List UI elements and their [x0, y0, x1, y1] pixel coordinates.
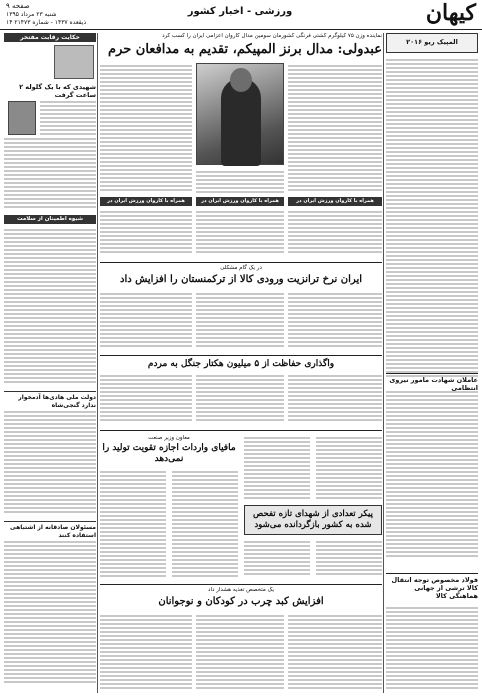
left-text-block-3 [4, 409, 96, 519]
right-bottom-story: فولاد مخصوص توجه انتقال کالا ترشی از جهانی هماهنگی کالا [386, 573, 478, 600]
lead-text-right [288, 63, 382, 193]
fat-headline: افزایش کبد چرب در کودکان و نوجوانان [158, 596, 324, 607]
left-header: حکایت رقابت مفتخر [4, 33, 96, 42]
lead-headline: عبدولی: مدال برنز المپیکم، تقدیم به مدافعان حرم [108, 42, 382, 57]
newspaper-logo: کیهان [425, 0, 476, 26]
subhead-bar-right: همراه با کاروان ورزش ایران در المپیک [288, 197, 382, 206]
martyrs-headline: پیکر تعدادی از شهدای تازه تفحص شده به کشور بازگردانده می‌شود [244, 505, 382, 535]
athlete-head [230, 68, 252, 92]
imports-text [100, 469, 238, 579]
lead-lower-text [100, 209, 382, 257]
left-column [4, 33, 96, 693]
subhead-bar-center: همراه با کاروان ورزش ایران در المپیک [196, 197, 284, 206]
right-column [386, 33, 478, 693]
right-text-block-1 [386, 57, 478, 387]
mid-left-story: دولت ملی هادی‌ها آدمخوار ندارد گنجی‌شاه [4, 391, 96, 409]
olympic-box [386, 33, 478, 53]
column-rule-left [97, 33, 98, 693]
lead-photo [196, 63, 284, 165]
left-box2-header: شیوه اطمینان از سلامت [4, 215, 96, 224]
martyrs-text-bottom [244, 539, 382, 579]
forest-text [100, 373, 382, 427]
page-number: صفحه ۹ [6, 2, 30, 10]
right-box-title: عاملان شهادت مامور نیروی انتظامی [386, 373, 478, 392]
lead-kicker: نماینده وزن ۷۵ کیلوگرم کشتی فرنگی کشورمان سومین مدال کاروان اعزامی ایران را کسب کرد [162, 33, 382, 39]
lead-text-left [100, 63, 192, 193]
fat-text [100, 613, 382, 693]
date-line: شنبه ۲۳ مرداد ۱۳۹۵ [6, 11, 57, 18]
transit-text [100, 291, 382, 351]
lead-story [100, 33, 382, 258]
olympic-box-label: المپیک ریو ۲۰۱۶ [406, 38, 458, 46]
transit-story [100, 262, 382, 427]
fat-kicker: یک متخصص تغذیه هشدار داد [208, 587, 274, 593]
column-rule-right [383, 33, 384, 693]
left-text-block-2 [4, 227, 96, 387]
martyrs-text-top [244, 435, 382, 503]
section-title: ورزشی - اخبار کشور [187, 6, 293, 17]
masthead [0, 0, 482, 30]
fat-story [100, 584, 382, 694]
left-text-block-4 [4, 539, 96, 689]
left-story-title: شهیدی که با یک گلوله ۲ ساعت گرفت [19, 83, 96, 99]
issue-line: ۱۴ ذیقعده ۱۴۳۷ - شماره ۲۱۴۷۳ [6, 19, 87, 26]
right-text-block-2 [386, 389, 478, 569]
right-text-block-3 [386, 605, 478, 693]
imports-headline: مافیای واردات اجازه تقویت تولید را نمی‌دهد [102, 443, 236, 464]
transit-kicker: در یک گام مشکلی [220, 265, 262, 271]
mid-left-story-2: مسئولان صادقانه از اشتباهی استفاده کنند [4, 521, 96, 539]
subhead-bar-left: همراه با کاروان ورزش ایران در المپیک [100, 197, 192, 206]
left-top-photo [54, 45, 94, 79]
left-text-block-1 [4, 99, 96, 209]
lower-center [100, 430, 382, 580]
lead-text-under-photo [196, 169, 284, 193]
transit-headline: ایران نرخ ترانزیت ورودی کالا از ترکمنستان را افزایش داد [119, 274, 363, 285]
imports-kicker: معاون وزیر صنعت [148, 435, 190, 441]
forest-headline: واگذاری حفاظت از ۵ میلیون هکتار جنگل به مردم [100, 355, 382, 370]
